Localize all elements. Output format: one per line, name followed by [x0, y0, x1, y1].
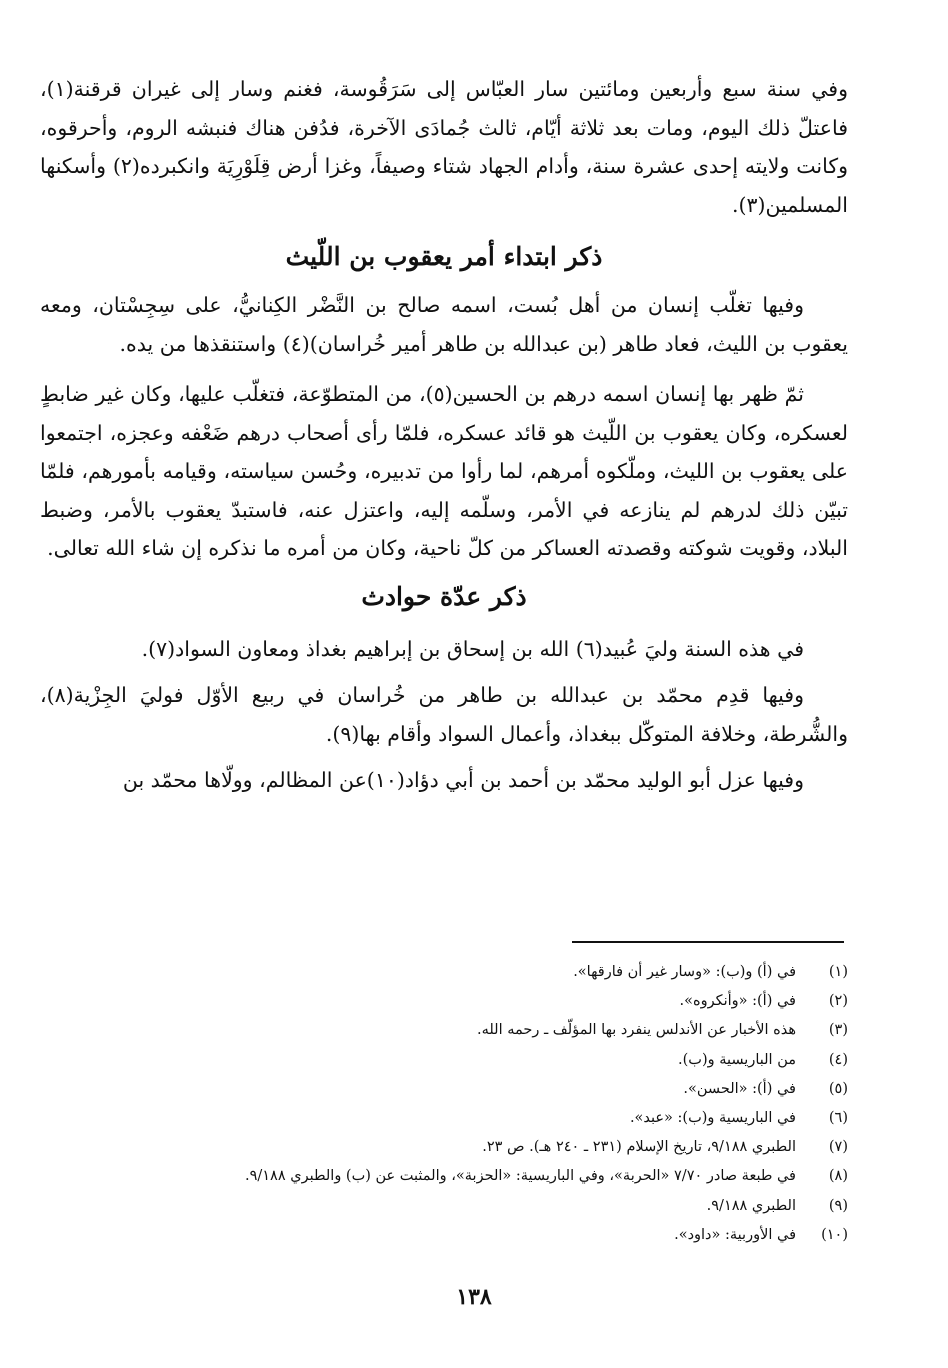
footnote-number: (٦): [828, 1110, 848, 1127]
footnote: [88, 1192, 848, 1221]
footnote: [88, 1046, 848, 1075]
footnote-number: (٤): [828, 1051, 848, 1068]
paragraph-5: وفيها قدِم محمّد بن عبدالله بن طاهر من خُراسان في ربيع الأوّل فوليَ الجِزْية(٨)، والشُّرطة، وخلافة المتوكّل ببغداذ، وأعمال السواد وأقام بها(٩).: [40, 683, 848, 746]
footnote: [88, 1133, 848, 1162]
footnote-number: (١): [828, 964, 848, 980]
page-body: [40, 70, 848, 800]
footnote-text: الطبري ٩/١٨٨.: [706, 1197, 796, 1214]
footnote: [88, 958, 848, 987]
footnote-text: من الباريسية و(ب).: [678, 1051, 796, 1068]
footnote-text: في الباريسية و(ب): «عبد».: [629, 1110, 796, 1127]
footnote-number: (٥): [828, 1080, 848, 1097]
footnote-text: في طبعة صادر ٧/٧٠ «الحربة»، وفي الباريسية: «الحزبة»، والمثبت عن (ب) والطبري ٩/١٨٨.: [244, 1168, 796, 1185]
footnote: [88, 1075, 848, 1104]
footnote-number: (١٠): [821, 1226, 848, 1243]
paragraph-4: في هذه السنة وليَ عُبيد(٦) الله بن إسحاق بن إبراهيم بغداذ ومعاون السواد(٧).: [141, 636, 804, 661]
paragraph-1: وفي سنة سبع وأربعين ومائتين سار العبّاس إلى سَرَقُوسة، فغنم وسار إلى غيران قرقنة(١)، فاعتلّ ذلك اليوم، ومات بعد ثلاثة أيّام، ثالث جُمادَى الآخرة، فدُفن هناك فنبشه الروم، وأحرقوه، وكانت ولايته إحدى عشرة سنة، وأدام الجهاد شتاء وصيفاً، وغزا أرض قِلَوْرِيَة وانكبرده(٢) وأسكنها المسلمين(٣).: [40, 77, 848, 217]
footnote: [88, 1221, 848, 1250]
footnote-text: الطبري ٩/١٨٨، تاريخ الإسلام (٢٣١ ـ ٢٤٠ هـ). ص ٢٣.: [482, 1139, 796, 1156]
footnote-number: (٩): [828, 1197, 848, 1214]
page-number: ١٣٨: [456, 1284, 492, 1310]
footnote-number: (٧): [828, 1139, 848, 1156]
paragraph-2: وفيها تغلّب إنسان من أهل بُست، اسمه صالح بن النَّضْر الكِنانيُّ، على سِجِسْتان، ومعه يعقوب بن الليث، فعاد طاهر (بن عبدالله بن طاهر أمير خُراسان)(٤) واستنقذها من يده.: [40, 293, 848, 356]
footnote-number: (٢): [828, 993, 848, 1010]
paragraph-3: ثمّ ظهر بها إنسان اسمه درهم بن الحسين(٥)، من المتطوّعة، فتغلّب عليها، وكان غير ضابطٍ لعسكره، وكان يعقوب بن اللّيث هو قائد عسكره، فلمّا رأى أصحاب درهم ضَعْفه وعجزه، اجتمعوا على يعقوب بن الليث، وملّكوه أمرهم، لما رأوا من تدبيره، وحُسن سياسته، وقيامه بأمورهم، فلمّا تبيّن ذلك لدرهم لم ينازعه في الأمر، وسلّمه إليه، واعتزل عنه، فاستبدّ يعقوب بالأمر، وضبط البلاد، وقويت شوكته وقصدته العساكر من كلّ ناحية، وكان من أمره ما نذكره إن شاء الله تعالى.: [40, 382, 848, 560]
section-heading-events: ذكر عدّة حوادث: [361, 581, 527, 611]
footnote: [88, 1104, 848, 1133]
footnote-text: في الأوربية: «داود».: [674, 1226, 796, 1243]
footnote-text: في (أ): «وأنكروه».: [679, 993, 796, 1010]
footnote: [88, 1162, 848, 1191]
footnote-text: في (أ): «الحسن».: [683, 1080, 796, 1097]
footnotes: [88, 958, 848, 1250]
footnote-text: هذه الأخبار عن الأندلس ينفرد بها المؤلّف ـ رحمه الله.: [476, 1022, 796, 1039]
footnote-text: في (أ) و(ب): «وسار غير أن فارقها».: [573, 964, 796, 980]
footnote: [88, 1016, 848, 1045]
footnote-number: (٣): [828, 1022, 848, 1039]
footnote-divider: [572, 941, 844, 943]
footnote-number: (٨): [828, 1168, 848, 1185]
paragraph-6: وفيها عزل أبو الوليد محمّد بن أحمد بن أبي دؤاد(١٠)عن المظالم، وولّاها محمّد بن: [122, 768, 804, 792]
footnote: [88, 987, 848, 1016]
section-heading-yaqub: ذكر ابتداء أمر يعقوب بن اللّيث: [285, 242, 603, 271]
